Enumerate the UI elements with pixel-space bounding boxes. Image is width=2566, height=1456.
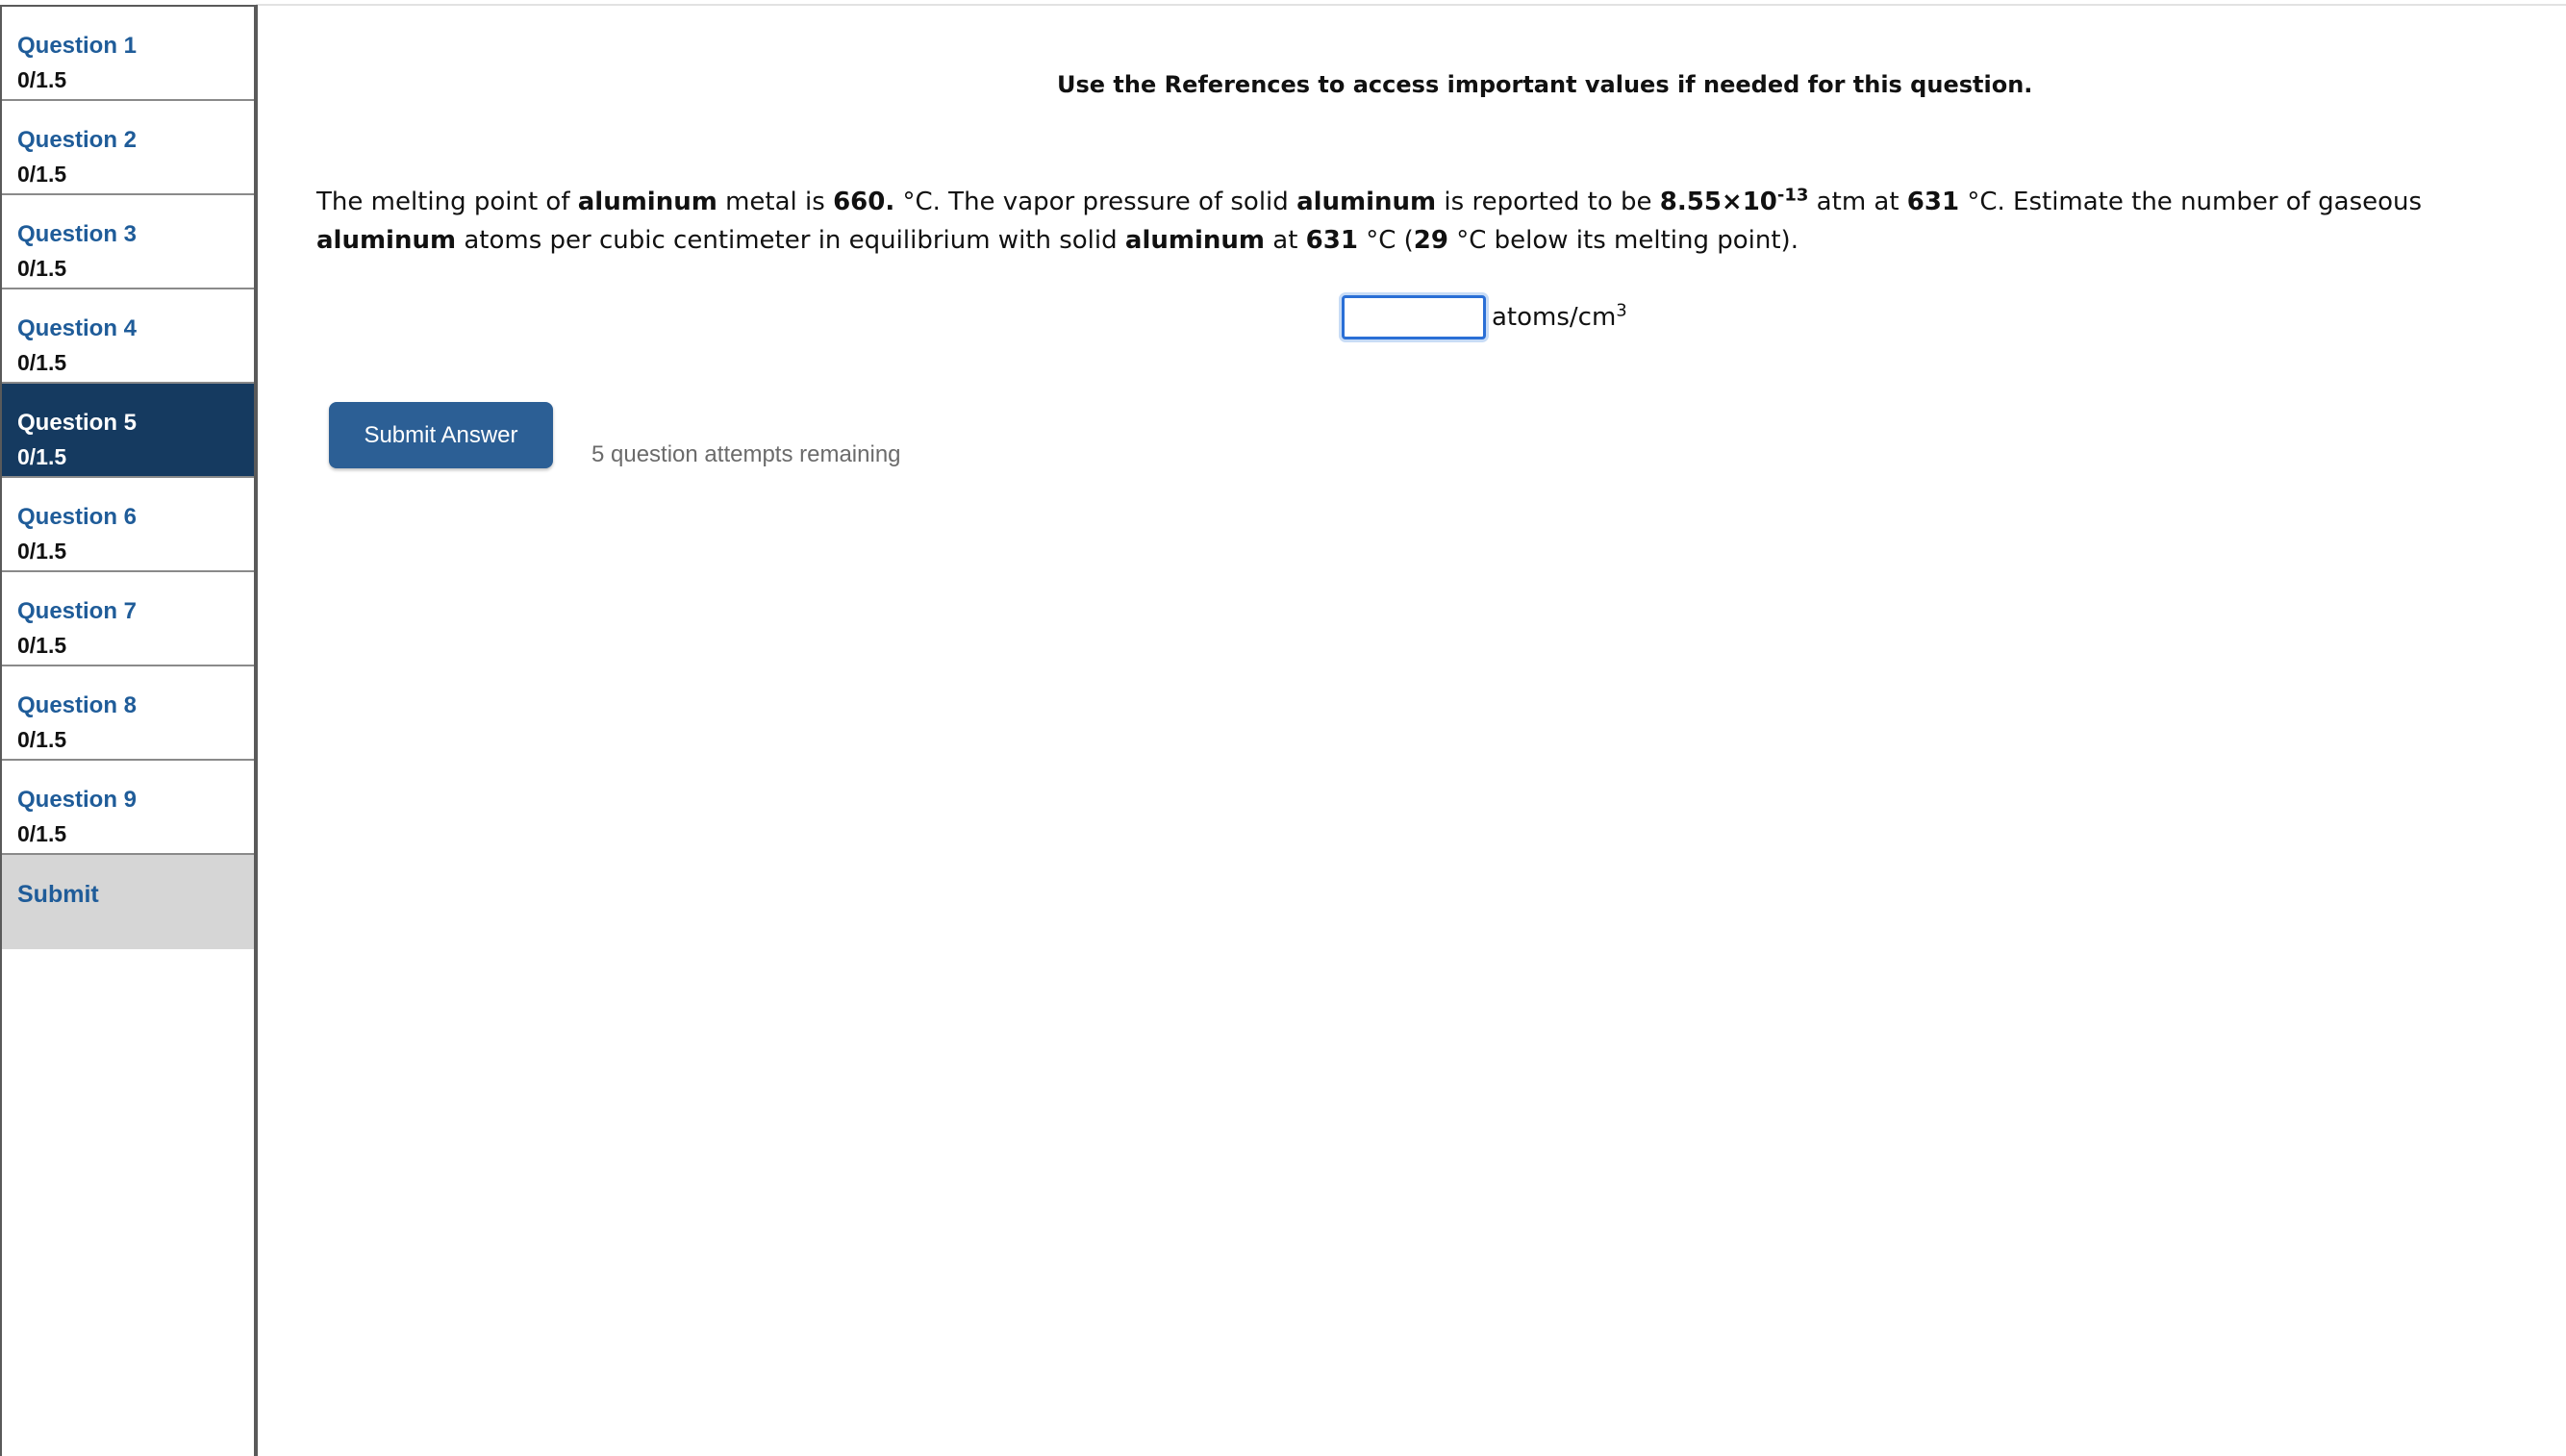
top-divider [256, 4, 2566, 6]
answer-row [1342, 295, 1627, 339]
sidebar-item-submit[interactable] [2, 855, 254, 949]
melting-point-value: 660. [833, 188, 895, 216]
sidebar-item-question-1[interactable] [2, 7, 254, 101]
question-score: 0/1.5 [17, 162, 67, 187]
question-label: Question 9 [17, 787, 138, 813]
submit-label: Submit [17, 881, 99, 908]
question-label: Question 4 [17, 315, 138, 341]
question-label: Question 7 [17, 598, 138, 624]
sidebar-item-question-3[interactable] [2, 195, 254, 289]
sidebar-item-question-9[interactable] [2, 761, 254, 855]
sidebar-item-question-8[interactable] [2, 666, 254, 761]
question-score: 0/1.5 [17, 539, 67, 564]
answer-input[interactable] [1342, 295, 1486, 339]
question-label: Question 8 [17, 692, 138, 718]
sidebar-item-question-7[interactable] [2, 572, 254, 666]
answer-unit: atoms/$cm^3$ [1492, 300, 1627, 332]
question-score: 0/1.5 [17, 67, 67, 92]
question-score: 0/1.5 [17, 444, 67, 469]
question-label: Question 3 [17, 221, 138, 247]
sidebar-item-question-5[interactable] [2, 384, 254, 478]
question-label: Question 1 [17, 33, 138, 59]
question-label: Question 5 [17, 410, 138, 436]
sidebar-item-question-6[interactable] [2, 478, 254, 572]
question-label: Question 6 [17, 504, 138, 530]
temperature-value: 631 [1906, 188, 1960, 216]
attempts-remaining-text: 5 question attempts remaining [591, 441, 901, 467]
question-text: The melting point of aluminum metal is 660. °C. The vapor pressure of solid aluminum is reported to be $8.55\times 10^{-13}$ atm at 631 °C. Estimate the number of gaseous aluminum atoms per cubic centimeter in equilibrium with solid aluminum at 631 °C (29 °C below its melting point). [316, 185, 2423, 255]
references-note: Use the References to access important values if needed for this question. [1057, 71, 2033, 98]
question-label: Question 2 [17, 127, 138, 153]
question-score: 0/1.5 [17, 350, 67, 375]
sidebar-item-question-4[interactable] [2, 289, 254, 384]
temperature-delta-value: 29 [1413, 226, 1448, 255]
question-score: 0/1.5 [17, 633, 67, 658]
question-score: 0/1.5 [17, 256, 67, 281]
question-sidebar [0, 5, 258, 1456]
question-score: 0/1.5 [17, 821, 67, 846]
substance-name: aluminum [577, 188, 717, 216]
sidebar-item-question-2[interactable] [2, 101, 254, 195]
submit-answer-button[interactable]: Submit Answer [329, 402, 553, 468]
vapor-pressure-value: $8.55\times 10^{-13}$ [1659, 185, 1809, 216]
question-score: 0/1.5 [17, 727, 67, 752]
